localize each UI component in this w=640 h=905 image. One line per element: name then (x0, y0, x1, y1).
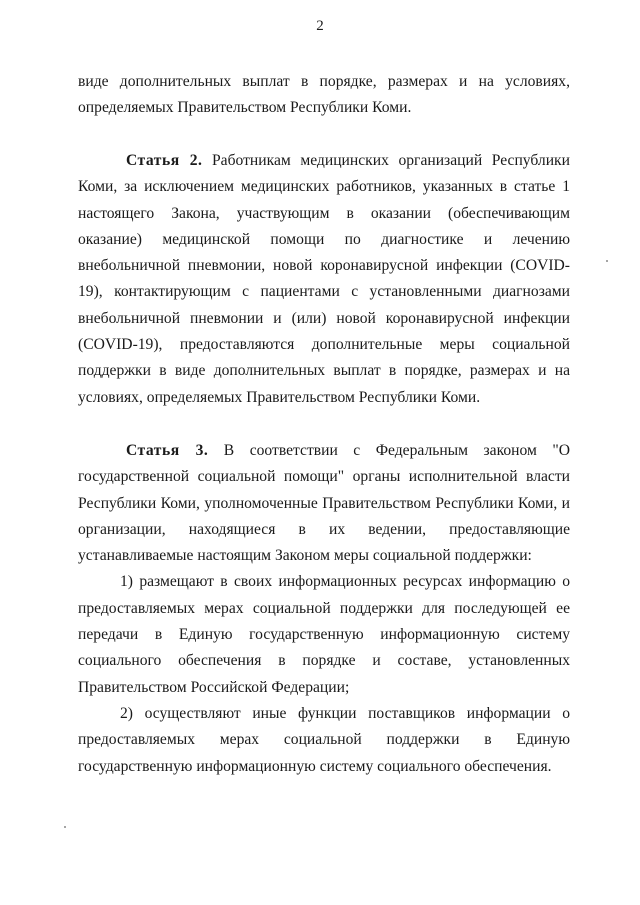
margin-speck (64, 826, 66, 828)
article-3-item-1: 1) размещают в своих информационных ресурсах информацию о предоставляемых мерах социальной поддержки для последующей ее передачи в Единую государственную информационную систему социального обеспечения в порядке и составе, установленных Правительством Российской Федерации; (78, 573, 570, 696)
article-2-heading: Статья 2. (126, 152, 203, 169)
article-2-text: Работникам медицинских организаций Республики Коми, за исключением медицинских работников, указанных в статье 1 настоящего Закона, участвующим в оказании (обеспечивающим оказание) медицинской помощи по диагностике и лечению внебольничной пневмонии, новой коронавирусной инфекции (COVID-19), контактирующим с пациентами с установленными диагнозами внебольничной пневмонии и (или) новой коронавирусной инфекции (COVID-19), предоставляются дополнительные меры социальной поддержки в виде дополнительных выплат в порядке, размерах и на условиях, определяемых Правительством Республики Коми. (78, 152, 570, 406)
continuation-block (78, 69, 570, 122)
article-3-paragraph (78, 438, 570, 569)
margin-speck (606, 260, 608, 262)
article-3-heading: Статья 3. (126, 442, 209, 459)
continuation-paragraph: виде дополнительных выплат в порядке, размерах и на условиях, определяемых Правительством Республики Коми. (78, 73, 570, 117)
page-number: 2 (316, 18, 324, 34)
article-3 (78, 438, 570, 780)
article-2-paragraph (78, 148, 570, 411)
article-3-text: В соответствии с Федеральным законом "О государственной социальной помощи" органы исполнительной власти Республики Коми, уполномоченные Правительством Республики Коми, и организации, находящиеся в их ведении, предоставляющие устанавливаемые настоящим Законом меры социальной поддержки: (78, 442, 570, 565)
article-2 (78, 148, 570, 411)
article-3-item-2: 2) осуществляют иные функции поставщиков информации о предоставляемых мерах социальной поддержки в Единую государственную информационную систему социального обеспечения. (78, 704, 570, 775)
